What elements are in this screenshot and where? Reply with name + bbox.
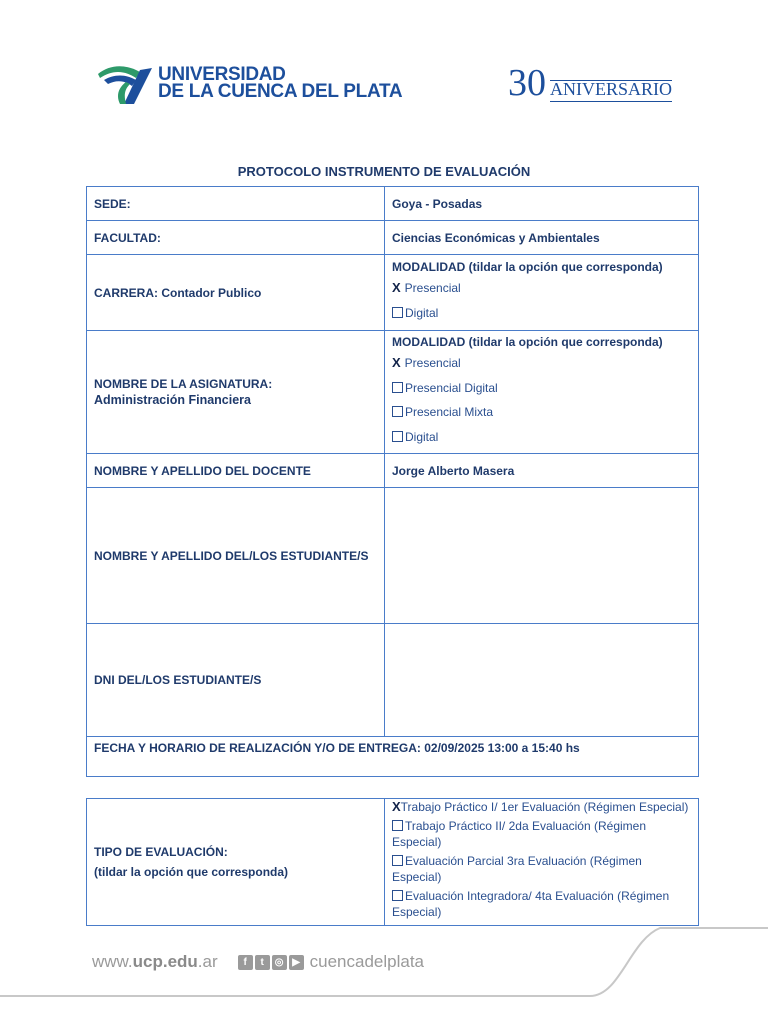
fecha-label: FECHA Y HORARIO DE REALIZACIÓN Y/O DE ENTREGA: 02/09/2025 13:00 a 15:40 hs bbox=[87, 737, 699, 777]
modalidad-heading: MODALIDAD (tildar la opción que corresponda) bbox=[392, 260, 663, 274]
university-name-line1: UNIVERSIDAD bbox=[158, 64, 286, 85]
facultad-value: Ciencias Económicas y Ambientales bbox=[385, 221, 699, 255]
tipo-hint: (tildar la opción que corresponda) bbox=[94, 865, 289, 879]
option-label: Trabajo Práctico II/ 2da Evaluación (Régimen Especial) bbox=[392, 819, 647, 849]
carrera-label: CARRERA: Contador Publico bbox=[87, 255, 385, 331]
option-label: Presencial Digital bbox=[405, 380, 498, 395]
facebook-icon[interactable]: f bbox=[238, 955, 253, 970]
sede-value: Goya - Posadas bbox=[385, 187, 699, 221]
checkbox-icon bbox=[392, 890, 403, 901]
social-icons bbox=[238, 955, 306, 970]
table-row bbox=[87, 454, 699, 488]
university-name-line2: DE LA CUENCA DEL PLATA bbox=[158, 81, 403, 102]
youtube-icon[interactable]: ▶ bbox=[289, 955, 304, 970]
university-logo bbox=[96, 60, 402, 106]
modalidad-cell-2 bbox=[385, 331, 699, 454]
modalidad-option-presencial[interactable] bbox=[392, 276, 691, 301]
checkbox-icon bbox=[392, 855, 403, 866]
estudiantes-field[interactable] bbox=[385, 488, 699, 624]
option-label: Presencial bbox=[404, 356, 461, 370]
asignatura-label: NOMBRE DE LA ASIGNATURA: bbox=[94, 377, 273, 391]
page-header bbox=[96, 60, 672, 110]
table-row bbox=[87, 737, 699, 777]
option-label: Presencial bbox=[404, 281, 461, 295]
checkbox-icon bbox=[392, 382, 403, 393]
docente-value: Jorge Alberto Masera bbox=[385, 454, 699, 488]
table-row bbox=[87, 799, 699, 926]
check-mark-icon: X bbox=[392, 355, 401, 370]
tipo-options-cell bbox=[385, 799, 699, 926]
anniversary-logo bbox=[508, 64, 672, 102]
table-row bbox=[87, 221, 699, 255]
tipo-label: TIPO DE EVALUACIÓN: bbox=[94, 845, 228, 859]
checkbox-icon bbox=[392, 307, 403, 318]
estudiantes-label: NOMBRE Y APELLIDO DEL/LOS ESTUDIANTE/S bbox=[87, 488, 385, 624]
twitter-icon[interactable]: t bbox=[255, 955, 270, 970]
tipo-option-tp1[interactable] bbox=[392, 799, 691, 815]
sede-label: SEDE: bbox=[87, 187, 385, 221]
table-row bbox=[87, 331, 699, 454]
website-link[interactable]: www.ucp.edu.ar bbox=[92, 952, 218, 971]
checkbox-icon bbox=[392, 820, 403, 831]
anniversary-word: ANIVERSARIO bbox=[550, 80, 672, 102]
evaluation-form-table bbox=[86, 186, 699, 777]
docente-label: NOMBRE Y APELLIDO DEL DOCENTE bbox=[87, 454, 385, 488]
modalidad-cell-1 bbox=[385, 255, 699, 331]
modalidad-option-digital[interactable] bbox=[392, 425, 691, 450]
footer-curve-decoration bbox=[0, 920, 768, 1024]
modalidad-heading: MODALIDAD (tildar la opción que corresponda) bbox=[392, 335, 663, 349]
asignatura-value: Administración Financiera bbox=[94, 393, 251, 407]
dni-field[interactable] bbox=[385, 624, 699, 737]
document-title: PROTOCOLO INSTRUMENTO DE EVALUACIÓN bbox=[237, 164, 531, 179]
tipo-option-tp2[interactable] bbox=[392, 818, 691, 850]
option-label: Presencial Mixta bbox=[405, 405, 494, 419]
instagram-icon[interactable]: ◎ bbox=[272, 955, 287, 970]
tipo-option-parcial[interactable] bbox=[392, 853, 691, 885]
table-row bbox=[87, 255, 699, 331]
checkbox-icon bbox=[392, 406, 403, 417]
ucp-logo-icon bbox=[96, 60, 154, 106]
page-footer bbox=[92, 952, 424, 972]
option-label: Evaluación Parcial 3ra Evaluación (Régimen Especial) bbox=[392, 854, 642, 884]
checkbox-icon bbox=[392, 431, 403, 442]
option-label: Trabajo Práctico I/ 1er Evaluación (Régimen Especial) bbox=[400, 800, 689, 814]
dni-label: DNI DEL/LOS ESTUDIANTE/S bbox=[87, 624, 385, 737]
check-mark-icon: X bbox=[392, 280, 401, 295]
modalidad-option-presencial[interactable] bbox=[392, 351, 691, 376]
tipo-label-cell bbox=[87, 799, 385, 926]
table-row bbox=[87, 488, 699, 624]
social-handle: cuencadelplata bbox=[309, 952, 425, 971]
tipo-evaluacion-table bbox=[86, 798, 699, 926]
table-row bbox=[87, 187, 699, 221]
check-mark-icon: X bbox=[392, 799, 401, 814]
modalidad-option-presencial-mixta[interactable] bbox=[392, 400, 691, 425]
modalidad-option-digital[interactable] bbox=[392, 301, 691, 326]
modalidad-option-presencial-digital[interactable] bbox=[392, 376, 691, 401]
table-row bbox=[87, 624, 699, 737]
asignatura-cell bbox=[87, 331, 385, 454]
facultad-label: FACULTAD: bbox=[87, 221, 385, 255]
option-label: Digital bbox=[405, 429, 439, 444]
option-label: Digital bbox=[405, 305, 439, 320]
option-label: Evaluación Integradora/ 4ta Evaluación (Régimen Especial) bbox=[392, 889, 670, 919]
anniversary-number: 30 bbox=[507, 62, 546, 104]
tipo-option-integradora[interactable] bbox=[392, 888, 691, 920]
